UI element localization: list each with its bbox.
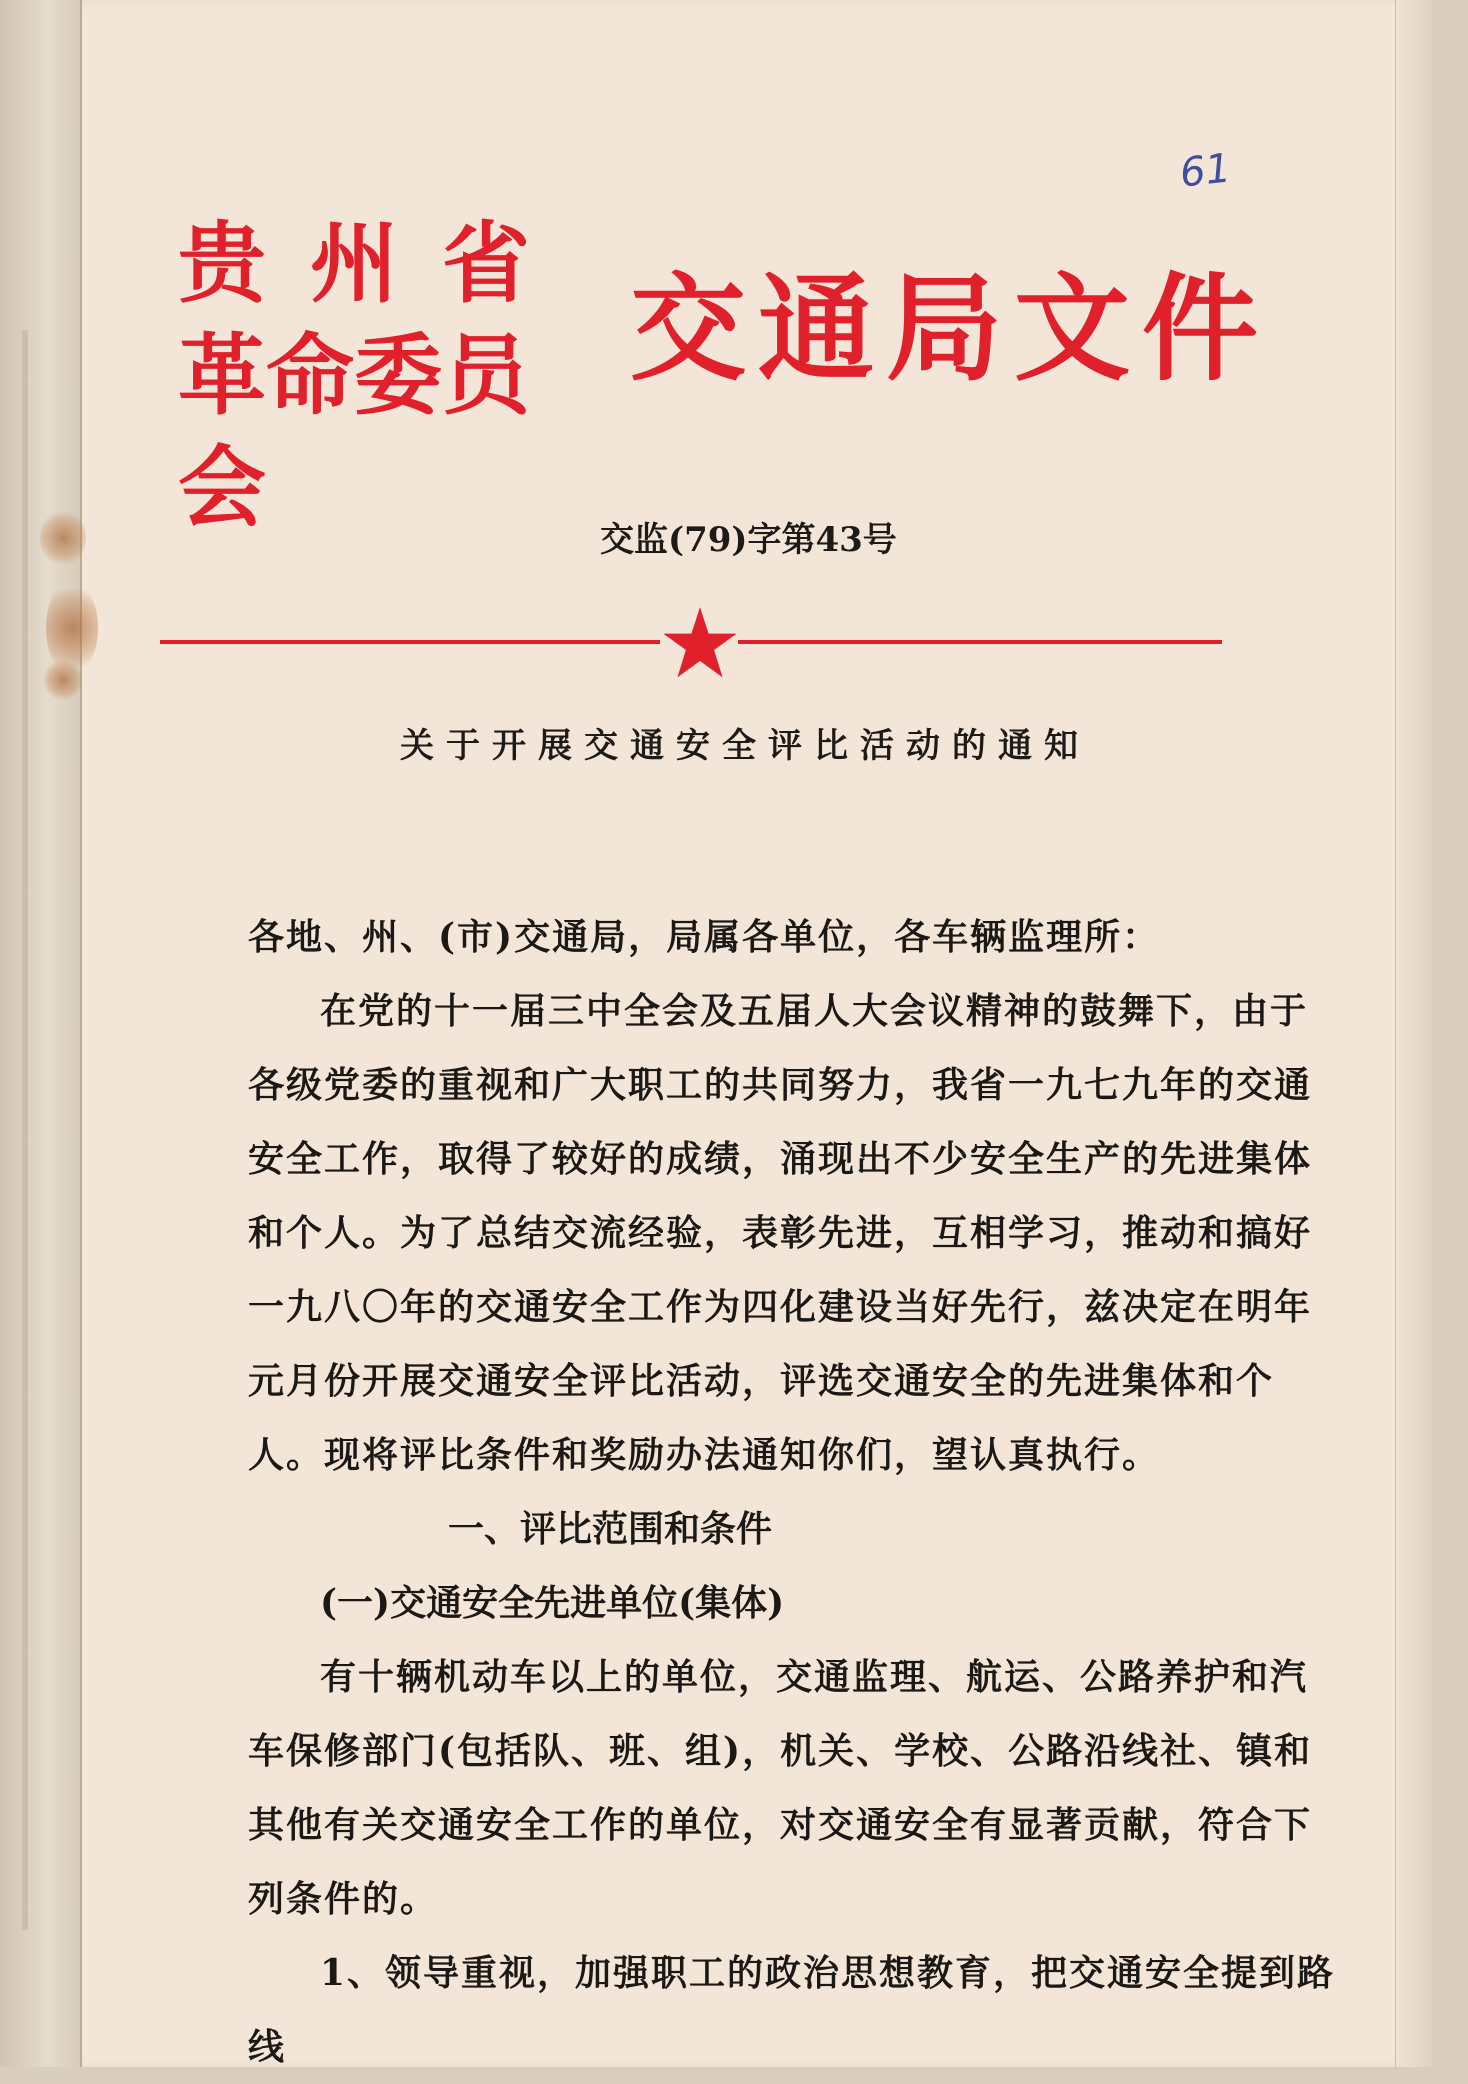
subsection-heading: (一)交通安全先进单位(集体) [320, 1582, 785, 1624]
issuer-authority [178, 208, 588, 544]
issuer-office: 交通局文件 [630, 262, 1270, 397]
addressee: 各地、州、(市)交通局，局属各单位，各车辆监理所： [248, 916, 1161, 958]
red-rule-right [738, 640, 1222, 644]
document-title: 关于开展交通安全评比活动的通知 [400, 726, 1090, 766]
page-edge [1395, 0, 1432, 2067]
section-heading: 一、评比范围和条件 [448, 1508, 773, 1550]
body-paragraph: 在党的十一届三中全会及五届人大会议精神的鼓舞下，由于各级党委的重视和广大职工的共同努力，我省一九七九年的交通安全工作，取得了较好的成绩，涌现出不少安全生产的先进集体和个人。为了总结交流经验，表彰先进，互相学习，推动和搞好一九八〇年的交通安全工作为四化建设当好先行，兹决定在明年元月份开展交通安全评比活动，评选交通安全的先进集体和个人。现将评比条件和奖励办法通知你们，望认真执行。 [248, 990, 1313, 1476]
document-body [248, 900, 1338, 2084]
binding-strip [0, 0, 82, 2067]
issuer-line1: 贵州省 [178, 212, 575, 315]
red-rule-left [160, 640, 660, 644]
document-number: 交监(79)字第43号 [600, 520, 897, 560]
subsection-paragraph: 有十辆机动车以上的单位，交通监理、航运、公路养护和汽车保修部门(包括队、班、组)，机关、学校、公路沿线社、镇和其他有关交通安全工作的单位，对交通安全有显著贡献，符合下列条件的。 [248, 1656, 1313, 1920]
list-item: 1、领导重视，加强职工的政治思想教育，把交通安全提到路线 [248, 1952, 1336, 2068]
red-star-icon [660, 604, 740, 682]
binding-fold [22, 330, 28, 1930]
issuer-line2: 革命委员会 [178, 324, 531, 539]
rust-stain [44, 660, 82, 700]
handwritten-page-number: 61 [1177, 145, 1234, 197]
rust-stain [40, 510, 86, 566]
